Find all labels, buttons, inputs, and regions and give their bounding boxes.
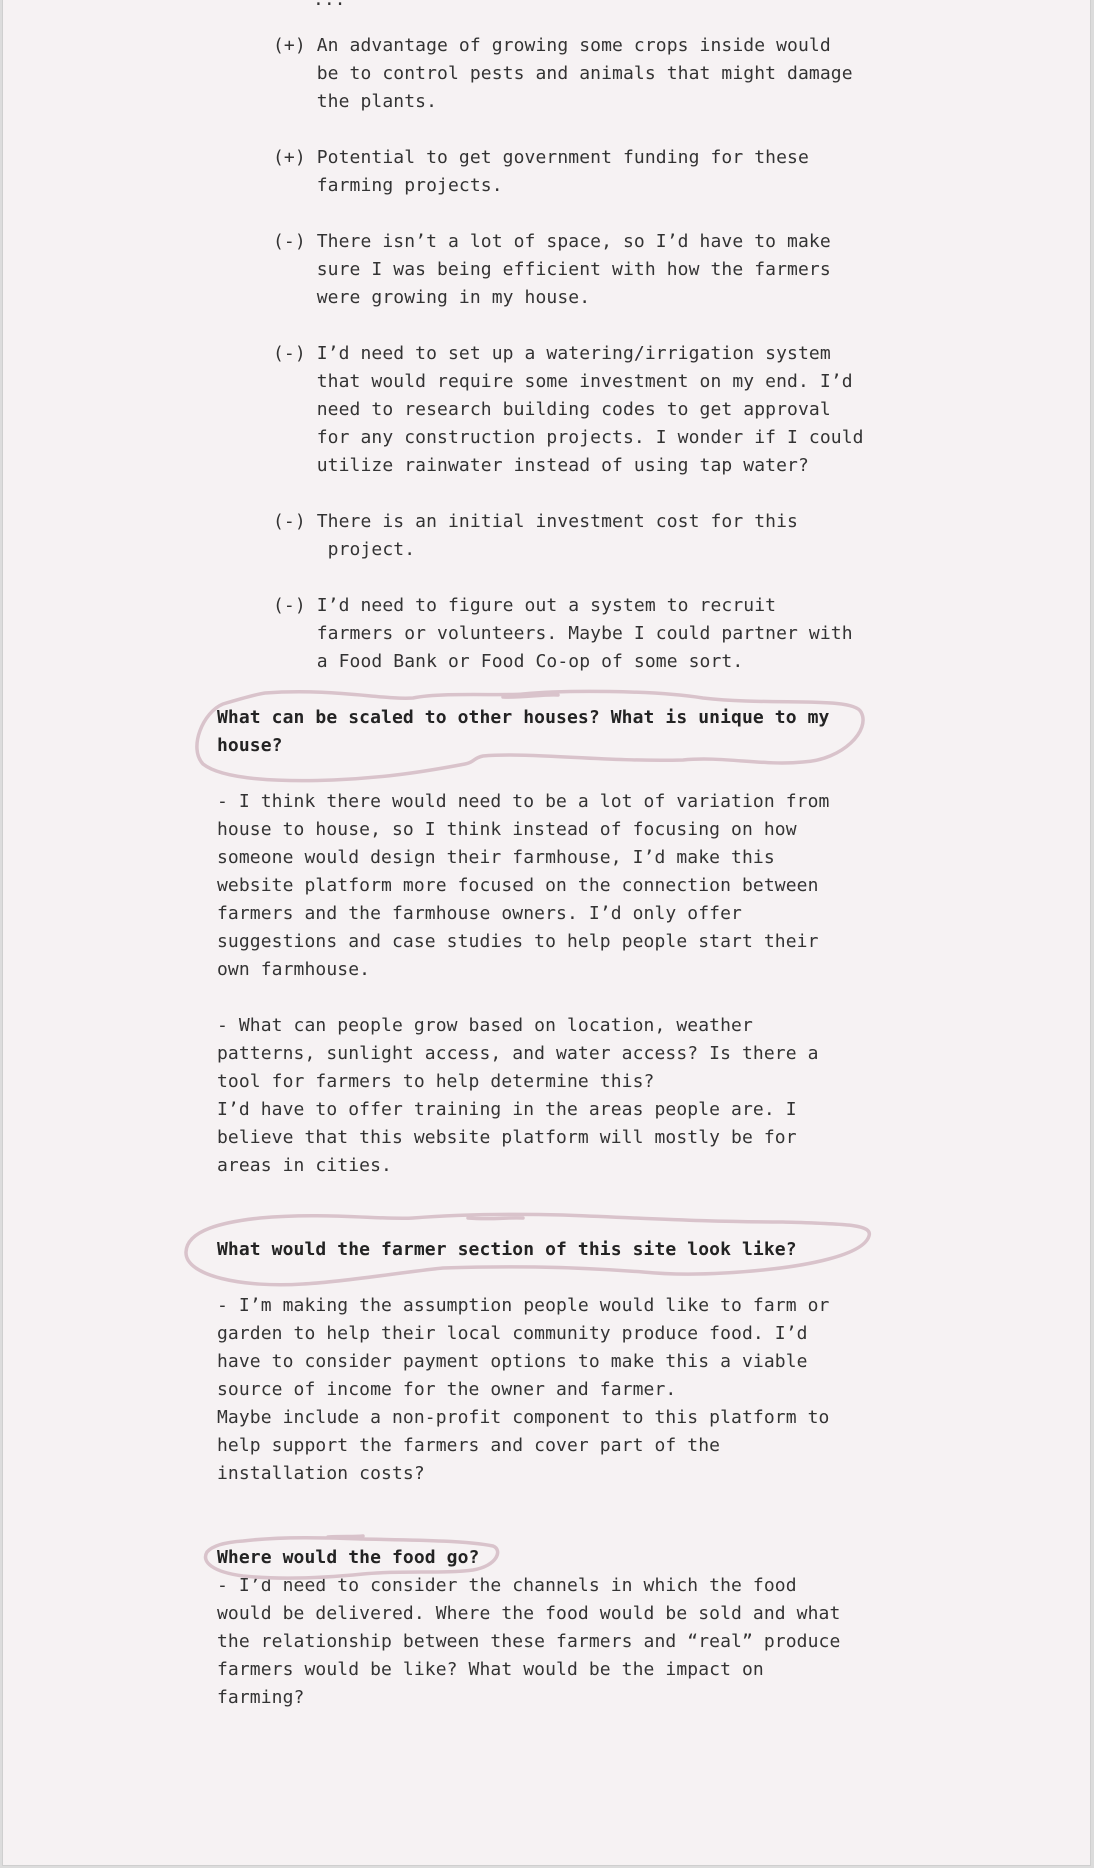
pro-item-government-funding: (+) Potential to get government funding for these farming projects.	[273, 147, 809, 196]
circle-annotation-farmer-tail	[468, 1218, 523, 1219]
paragraph-variation: - I think there would need to be a lot of variation from house to house, so I think instead of focusing on how someone would design their farmhouse, I’d make this website platform more focused on the connection between farmers and the farmhouse owners. I’d only offer suggestions and case studies to help people start their own farmhouse.	[217, 791, 830, 980]
heading-farmer-section: What would the farmer section of this site look like?	[217, 1239, 797, 1260]
cut-off-line	[313, 0, 346, 14]
pro-item-pest-control: (+) An advantage of growing some crops inside would be to control pests and animals that might damage the plants.	[273, 35, 853, 112]
heading-food-destination: Where would the food go?	[217, 1547, 480, 1568]
document-page	[2, 0, 1091, 1866]
document-body	[3, 0, 1092, 1866]
paragraph-location: - What can people grow based on location, weather patterns, sunlight access, and water access? Is there a tool for farmers to help determine this? I’d have to offer training in the areas people are. I believe that this website platform will mostly be for areas in cities.	[217, 1015, 819, 1176]
circle-annotation-scaled-tail	[503, 695, 558, 697]
circle-annotation-food-tail	[328, 1536, 363, 1537]
paragraph-farmer-assumption: - I’m making the assumption people would like to farm or garden to help their local community produce food. I’d have to consider payment options to make this a viable source of income for the owner and farmer. Maybe include a non-profit component to this platform to help support the farmers and cover part of the installation costs?	[217, 1295, 830, 1484]
con-item-space: (-) There isn’t a lot of space, so I’d have to make sure I was being efficient with how the farmers were growing in my house.	[273, 231, 831, 308]
con-item-recruit-farmers: (-) I’d need to figure out a system to recruit farmers or volunteers. Maybe I could partner with a Food Bank or Food Co-op of some sort.	[273, 595, 853, 672]
con-item-irrigation: (-) I’d need to set up a watering/irrigation system that would require some investment on my end. I’d need to research building codes to get approval for any construction projects. I wonder if I could utilize rainwater instead of using tap water?	[273, 343, 864, 476]
con-item-initial-cost: (-) There is an initial investment cost for this project.	[273, 511, 798, 560]
paragraph-food-channels: - I’d need to consider the channels in which the food would be delivered. Where the food would be sold and what the relationship between these farmers and “real” produce farmers would be like? What would be the impact on farming?	[217, 1575, 841, 1708]
heading-scaled-houses: What can be scaled to other houses? What is unique to my house?	[217, 707, 830, 756]
